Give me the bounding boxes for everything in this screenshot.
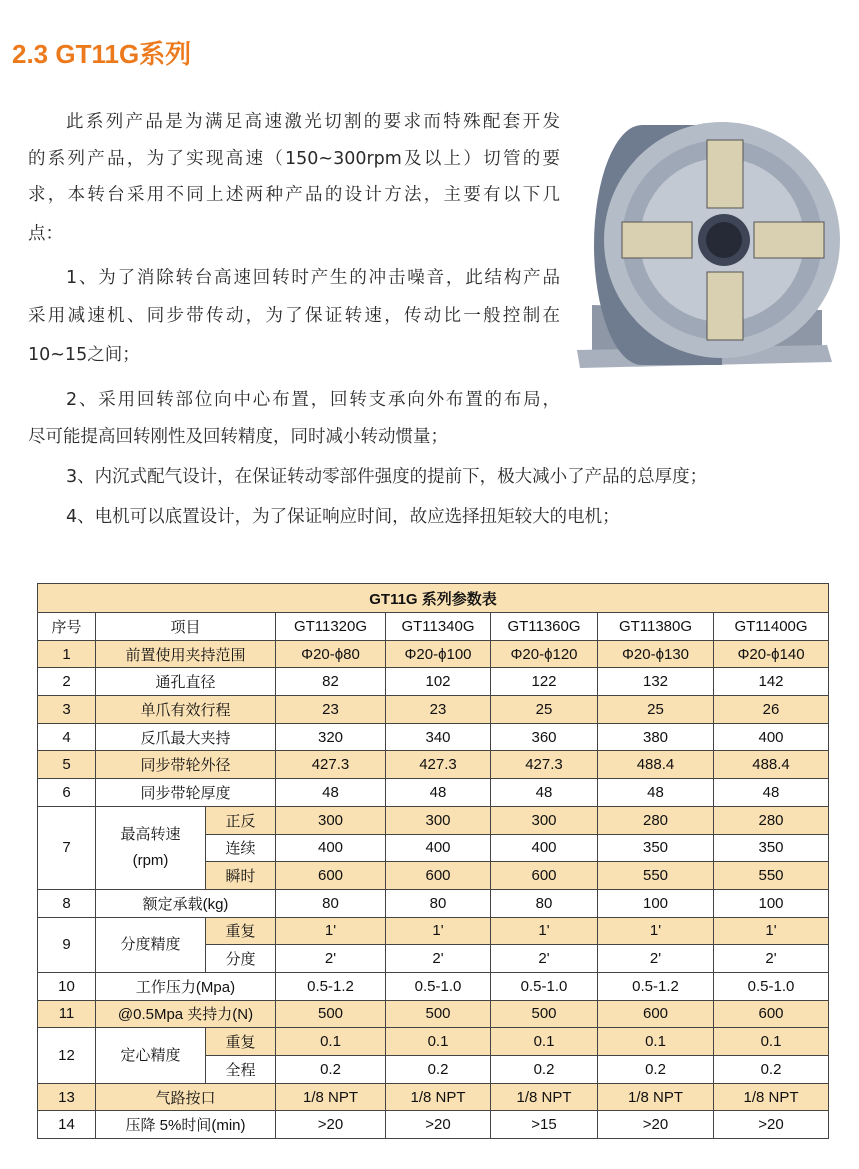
cell-value: 25	[598, 696, 714, 724]
table-row	[38, 751, 829, 779]
cell-value: 0.2	[491, 1056, 598, 1084]
cell-value: 2'	[491, 945, 598, 973]
cell-value: 48	[276, 779, 386, 807]
cell-value: 360	[491, 723, 598, 751]
row-item: 最高转速 (rpm)	[96, 806, 206, 889]
row-item: 前置使用夹持范围	[96, 640, 276, 668]
cell-value: 427.3	[276, 751, 386, 779]
parameter-table	[37, 583, 829, 1139]
cell-value: 1/8 NPT	[598, 1083, 714, 1111]
row-item: 气路按口	[96, 1083, 276, 1111]
row-item: 反爪最大夹持	[96, 723, 276, 751]
cell-value: Φ20-ϕ80	[276, 640, 386, 668]
cell-value: 0.1	[386, 1028, 491, 1056]
cell-value: 0.2	[598, 1056, 714, 1084]
cell-value: 0.1	[598, 1028, 714, 1056]
row-number: 8	[38, 889, 96, 917]
cell-value: 0.5-1.2	[276, 972, 386, 1000]
point-line: 2、采用回转部位向中心布置，回转支承向外布置的布局，	[66, 390, 560, 410]
table-row	[38, 1000, 829, 1028]
cell-value: 320	[276, 723, 386, 751]
row-number: 14	[38, 1111, 96, 1139]
column-header: 项目	[96, 613, 276, 641]
cell-value: 500	[491, 1000, 598, 1028]
table-header-row	[38, 613, 829, 641]
cell-value: 0.2	[714, 1056, 829, 1084]
table-caption-row	[38, 584, 829, 613]
cell-value: 80	[491, 889, 598, 917]
column-header: 序号	[38, 613, 96, 641]
row-number: 10	[38, 972, 96, 1000]
cell-value: 0.2	[386, 1056, 491, 1084]
cell-value: 48	[714, 779, 829, 807]
table-row	[38, 723, 829, 751]
intro-line: 此系列产品是为满足高速激光切割的要求而特殊配套开发	[66, 112, 560, 132]
cell-value: Φ20-ϕ100	[386, 640, 491, 668]
sub-item: 瞬时	[206, 862, 276, 890]
sub-item: 正反	[206, 806, 276, 834]
sub-item: 重复	[206, 1028, 276, 1056]
row-number: 7	[38, 806, 96, 889]
cell-value: 427.3	[491, 751, 598, 779]
table-row	[38, 917, 829, 945]
cell-value: >15	[491, 1111, 598, 1139]
cell-value: 1'	[491, 917, 598, 945]
cell-value: 25	[491, 696, 598, 724]
cell-value: 2'	[598, 945, 714, 973]
row-item: 同步带轮外径	[96, 751, 276, 779]
cell-value: 1'	[714, 917, 829, 945]
cell-value: 500	[276, 1000, 386, 1028]
table-row	[38, 1083, 829, 1111]
cell-value: >20	[714, 1111, 829, 1139]
cell-value: 122	[491, 668, 598, 696]
row-number: 11	[38, 1000, 96, 1028]
cell-value: 102	[386, 668, 491, 696]
row-item: 工作压力(Mpa)	[96, 972, 276, 1000]
cell-value: 1'	[598, 917, 714, 945]
point-line: 3、内沉式配气设计，在保证转动零部件强度的提前下，极大减小了产品的总厚度；	[66, 467, 708, 487]
cell-value: 132	[598, 668, 714, 696]
row-item: @0.5Mpa 夹持力(N)	[96, 1000, 276, 1028]
row-number: 9	[38, 917, 96, 972]
row-item: 定心精度	[96, 1028, 206, 1083]
sub-item: 全程	[206, 1056, 276, 1084]
row-item: 额定承载(kg)	[96, 889, 276, 917]
cell-value: 80	[276, 889, 386, 917]
cell-value: 550	[598, 862, 714, 890]
cell-value: 100	[598, 889, 714, 917]
cell-value: 488.4	[714, 751, 829, 779]
cell-value: 600	[714, 1000, 829, 1028]
row-number: 13	[38, 1083, 96, 1111]
point-line: 10~15之间；	[28, 345, 140, 365]
cell-value: 26	[714, 696, 829, 724]
cell-value: 488.4	[598, 751, 714, 779]
row-item: 分度精度	[96, 917, 206, 972]
cell-value: 350	[598, 834, 714, 862]
cell-value: 1'	[276, 917, 386, 945]
table-row	[38, 972, 829, 1000]
cell-value: 400	[276, 834, 386, 862]
cell-value: 600	[491, 862, 598, 890]
point-line: 4、电机可以底置设计，为了保证响应时间，故应选择扭矩较大的电机；	[66, 507, 620, 527]
cell-value: 600	[386, 862, 491, 890]
sub-item: 连续	[206, 834, 276, 862]
table-row	[38, 779, 829, 807]
cell-value: 0.5-1.0	[386, 972, 491, 1000]
cell-value: Φ20-ϕ130	[598, 640, 714, 668]
row-number: 3	[38, 696, 96, 724]
intro-line: 的系列产品，为了实现高速（150~300rpm及以上）切管的要	[28, 149, 560, 169]
row-item: 单爪有效行程	[96, 696, 276, 724]
cell-value: 427.3	[386, 751, 491, 779]
cell-value: 1/8 NPT	[386, 1083, 491, 1111]
table-caption: GT11G 系列参数表	[38, 584, 829, 613]
row-item: 压降 5%时间(min)	[96, 1111, 276, 1139]
cell-value: 48	[598, 779, 714, 807]
cell-value: 82	[276, 668, 386, 696]
row-number: 12	[38, 1028, 96, 1083]
cell-value: 1'	[386, 917, 491, 945]
table-row	[38, 806, 829, 834]
cell-value: 1/8 NPT	[276, 1083, 386, 1111]
cell-value: 340	[386, 723, 491, 751]
cell-value: 2'	[386, 945, 491, 973]
section-heading: 2.3 GT11G系列	[12, 39, 192, 69]
cell-value: 2'	[714, 945, 829, 973]
table-row	[38, 640, 829, 668]
cell-value: 300	[491, 806, 598, 834]
cell-value: Φ20-ϕ140	[714, 640, 829, 668]
cell-value: 80	[386, 889, 491, 917]
point-line: 尽可能提高回转刚性及回转精度，同时减小转动惯量；	[28, 427, 448, 447]
point-line: 1、为了消除转台高速回转时产生的冲击噪音，此结构产品	[66, 268, 560, 288]
cell-value: 0.1	[491, 1028, 598, 1056]
row-number: 6	[38, 779, 96, 807]
column-header: GT11360G	[491, 613, 598, 641]
cell-value: 280	[598, 806, 714, 834]
column-header: GT11320G	[276, 613, 386, 641]
cell-value: 0.5-1.2	[598, 972, 714, 1000]
cell-value: 0.1	[714, 1028, 829, 1056]
cell-value: 23	[386, 696, 491, 724]
sub-item: 分度	[206, 945, 276, 973]
cell-value: 1/8 NPT	[714, 1083, 829, 1111]
row-number: 5	[38, 751, 96, 779]
cell-value: 100	[714, 889, 829, 917]
cell-value: 142	[714, 668, 829, 696]
cell-value: 350	[714, 834, 829, 862]
product-image	[572, 100, 842, 375]
cell-value: 0.1	[276, 1028, 386, 1056]
sub-item: 重复	[206, 917, 276, 945]
cell-value: 550	[714, 862, 829, 890]
cell-value: 280	[714, 806, 829, 834]
point-line: 采用减速机、同步带传动，为了保证转速，传动比一般控制在	[28, 306, 560, 326]
cell-value: >20	[598, 1111, 714, 1139]
column-header: GT11340G	[386, 613, 491, 641]
row-item: 同步带轮厚度	[96, 779, 276, 807]
cell-value: 0.5-1.0	[491, 972, 598, 1000]
column-header: GT11380G	[598, 613, 714, 641]
table-row	[38, 889, 829, 917]
cell-value: 48	[386, 779, 491, 807]
column-header: GT11400G	[714, 613, 829, 641]
cell-value: 400	[386, 834, 491, 862]
cell-value: 23	[276, 696, 386, 724]
cell-value: 1/8 NPT	[491, 1083, 598, 1111]
cell-value: 2'	[276, 945, 386, 973]
cell-value: 0.5-1.0	[714, 972, 829, 1000]
cell-value: 600	[276, 862, 386, 890]
table-row	[38, 1111, 829, 1139]
intro-line: 求，本转台采用不同上述两种产品的设计方法，主要有以下几	[28, 185, 560, 205]
row-item: 通孔直径	[96, 668, 276, 696]
cell-value: 400	[491, 834, 598, 862]
table-row	[38, 696, 829, 724]
row-number: 4	[38, 723, 96, 751]
cell-value: 48	[491, 779, 598, 807]
cell-value: Φ20-ϕ120	[491, 640, 598, 668]
table-row	[38, 668, 829, 696]
intro-line: 点：	[28, 224, 63, 244]
cell-value: 0.2	[276, 1056, 386, 1084]
table-row	[38, 1028, 829, 1056]
cell-value: 600	[598, 1000, 714, 1028]
row-number: 1	[38, 640, 96, 668]
cell-value: >20	[276, 1111, 386, 1139]
row-number: 2	[38, 668, 96, 696]
cell-value: 300	[386, 806, 491, 834]
cell-value: >20	[386, 1111, 491, 1139]
cell-value: 500	[386, 1000, 491, 1028]
cell-value: 400	[714, 723, 829, 751]
cell-value: 300	[276, 806, 386, 834]
cell-value: 380	[598, 723, 714, 751]
